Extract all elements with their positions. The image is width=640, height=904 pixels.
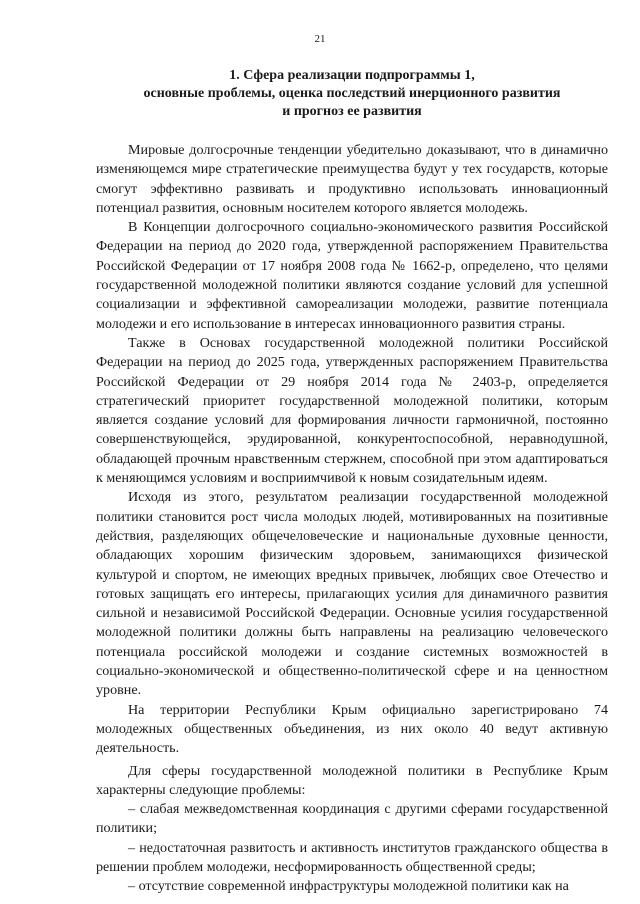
paragraph-crimea-associations: На территории Республики Крым официально зарегистрировано 74 молодежных общественных объединения, из них около 40 ведут активную деятельность. <box>96 701 608 757</box>
section-title <box>96 67 608 121</box>
body-text <box>96 141 608 897</box>
section-title-line-3: и прогноз ее развития <box>282 104 422 119</box>
paragraph-policy-results: Исходя из этого, результатом реализации государственной молодежной политики становится рост числа молодых людей, мотивированных на позитивные действия, разделяющих общечеловеческие и национальные духовные ценности, обладающих хорошим физическим здоровьем, занимающихся физической культурой и спортом, не имеющих вредных привычек, любящих свое Отечество и готовых защищать его интересы, прилагающих усилия для динамичного развития сильной и независимой Российской Федерации. Основные усилия государственной молодежной политики должны быть направлены на реализацию человеческого потенциала российской молодежи и создание системных возможностей в социально-экономической и общественно-политической сфере и на ценностном уровне. <box>96 489 608 699</box>
section-title-line-1: 1. Сфера реализации подпрограммы 1, <box>229 68 475 83</box>
paragraph-problems-intro: Для сферы государственной молодежной политики в Республике Крым характерны следующие проблемы: <box>96 762 608 798</box>
list-item: – отсутствие современной инфраструктуры молодежной политики как на <box>128 878 569 895</box>
list-item: – слабая межведомственная координация с другими сферами государственной политики; <box>96 801 608 837</box>
paragraph-foundations-2025: Также в Основах государственной молодежной политики Российской Федерации на период до 2025 года, утвержденных распоряжением Правительства Российской Федерации от 29 ноября 2014 года № 2403-р, определяется стратегический приоритет государственной молодежной политики, которым является создание условий для формирования личности гармоничной, постоянно совершенствующейся, эрудированной, конкурентоспособной, неравнодушной, обладающей прочным нравственным стержнем, способной при этом адаптироваться к меняющимся условиям и восприимчивой к новым созидательным идеям. <box>96 334 608 487</box>
paragraph-global-trends: Мировые долгосрочные тенденции убедительно доказывают, что в динамично изменяющемся мире стратегические преимущества будут у тех государств, которые смогут эффективно развивать и продуктивно использовать инновационный потенциал развития, основным носителем которого является молодежь. <box>96 142 608 216</box>
list-item: – недостаточная развитость и активность институтов гражданского общества в решении проблем молодежи, несформированность общественной среды; <box>96 839 608 875</box>
page-number: 21 <box>314 33 326 45</box>
section-title-line-2: основные проблемы, оценка последствий инерционного развития <box>143 86 561 101</box>
paragraph-concept-2020: В Концепции долгосрочного социально-экономического развития Российской Федерации на период до 2020 года, утвержденной распоряжением Правительства Российской Федерации от 17 ноября 2008 года № 1662-р, определено, что целями государственной молодежной политики являются создание условий для успешной социализации и эффективной самореализации молодежи, развитие потенциала молодежи и его использование в интересах инновационного развития страны. <box>96 219 608 332</box>
